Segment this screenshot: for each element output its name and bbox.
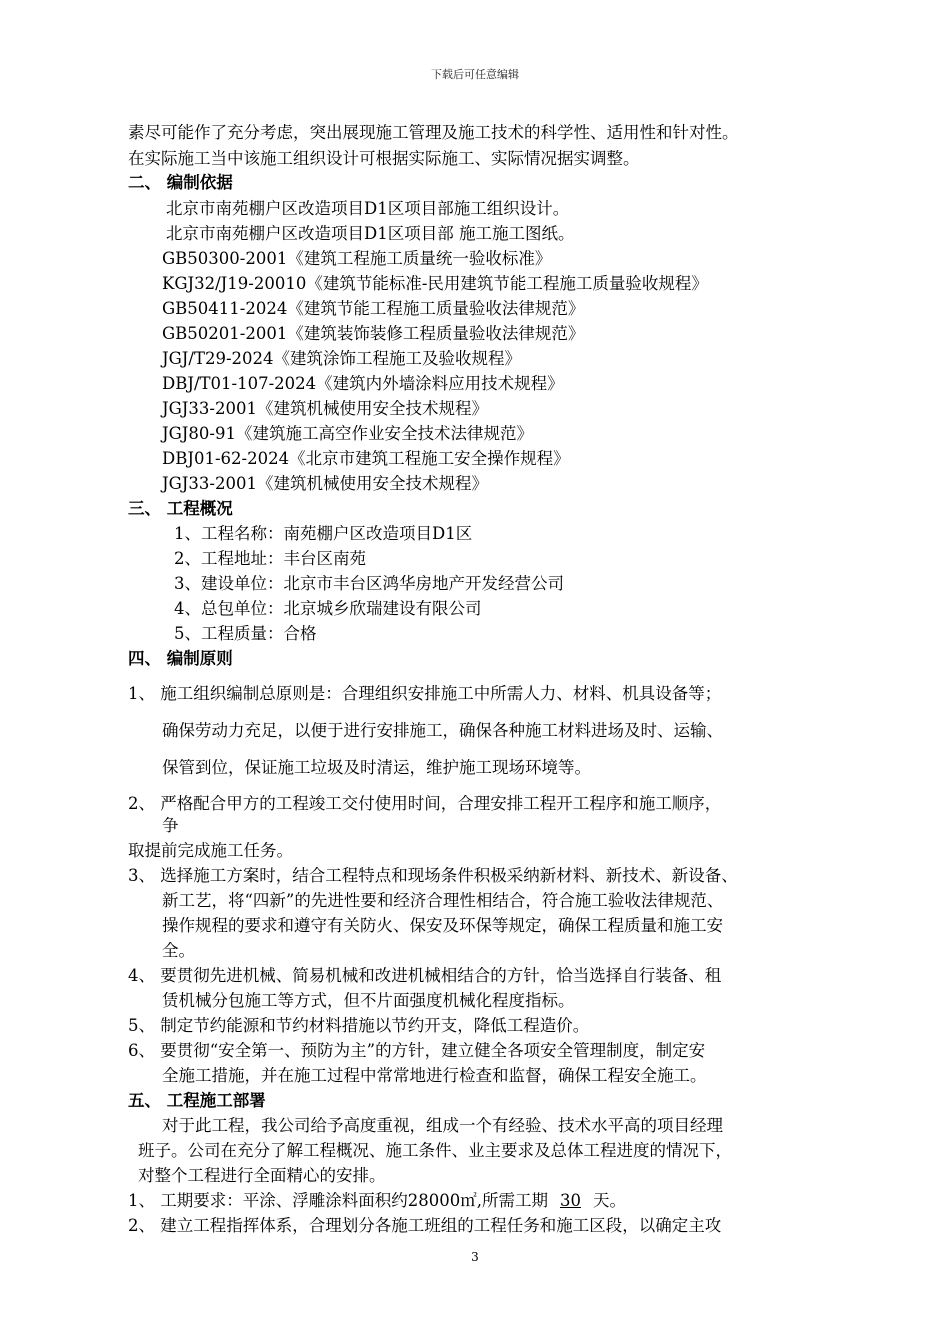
principle-line: 争 [162,816,179,835]
principle-line: 操作规程的要求和遵守有关防火、保安及环保等规定，确保工程质量和施工安 [162,916,723,935]
reference-item: JGJ33-2001《建筑机械使用安全技术规程》 [162,399,488,418]
reference-item: 北京市南苑棚户区改造项目D1区项目部施工组织设计。 [166,199,570,218]
deployment-line: 对于此工程，我公司给予高度重视，组成一个有经验、技术水平高的项目经理 [162,1116,723,1135]
section-heading: 四、 编制原则 [128,649,233,668]
section-heading: 二、 编制依据 [128,173,233,192]
reference-item: JGJ33-2001《建筑机械使用安全技术规程》 [162,474,488,493]
overview-item: 1、工程名称：南苑棚户区改造项目D1区 [174,524,473,543]
reference-item: JGJ80-91《建筑施工高空作业安全技术法律规范》 [162,424,533,443]
intro-line: 在实际施工当中该施工组织设计可根据实际施工、实际情况据实调整。 [128,149,640,168]
principle-line: 2、 严格配合甲方的工程竣工交付使用时间，合理安排工程开工程序和施工顺序， [128,794,722,813]
reference-item: DBJ/T01-107-2024《建筑内外墙涂料应用技术规程》 [162,374,564,393]
overview-item: 2、工程地址：丰台区南苑 [174,549,366,568]
reference-item: GB50411-2024《建筑节能工程施工质量验收法律规范》 [162,299,585,318]
overview-item: 5、工程质量：合格 [174,624,317,643]
principle-line: 赁机械分包施工等方式，但不片面强度机械化程度指标。 [162,991,575,1010]
reference-item: GB50300-2001《建筑工程施工质量统一验收标准》 [162,249,552,268]
principle-line: 4、 要贯彻先进机械、简易机械和改进机械相结合的方针，恰当选择自行装备、租 [128,966,722,985]
section-heading: 五、 工程施工部署 [128,1091,266,1110]
principle-line: 保管到位，保证施工垃圾及时清运，维护施工现场环境等。 [162,758,591,777]
reference-item: KGJ32/J19-20010《建筑节能标准-民用建筑节能工程施工质量验收规程》 [162,274,708,293]
deployment-line: 2、 建立工程指挥体系，合理划分各施工班组的工程任务和施工区段，以确定主攻 [128,1216,722,1235]
schedule-unit: 天。 [592,1191,626,1210]
deployment-line: 对整个工程进行全面精心的安排。 [138,1166,386,1185]
principle-line: 1、 施工组织编制总原则是：合理组织安排施工中所需人力、材料、机具设备等； [128,684,722,703]
schedule-days: 30 [559,1191,581,1210]
principle-line: 6、 要贯彻“安全第一、预防为主”的方针，建立健全各项安全管理制度，制定安 [128,1041,706,1060]
principle-line: 3、 选择施工方案时，结合工程特点和现场条件积极采纳新材料、新技术、新设备、 [128,866,738,885]
reference-item: GB50201-2001《建筑装饰装修工程质量验收法律规范》 [162,324,585,343]
deployment-line: 班子。公司在充分了解工程概况、施工条件、业主要求及总体工程进度的情况下， [138,1141,732,1160]
reference-item: 北京市南苑棚户区改造项目D1区项目部 施工施工图纸。 [166,224,575,243]
principle-line: 新工艺，将“四新”的先进性要和经济合理性相结合，符合施工验收法律规范、 [162,891,724,910]
reference-item: JGJ/T29-2024《建筑涂饰工程施工及验收规程》 [162,349,522,368]
principle-line: 确保劳动力充足，以便于进行安排施工，确保各种施工材料进场及时、运输、 [162,721,723,740]
section-heading: 三、 工程概况 [128,499,233,518]
principle-line: 全。 [162,941,195,960]
schedule-item [128,1190,626,1212]
intro-line: 素尽可能作了充分考虑，突出展现施工管理及施工技术的科学性、适用性和针对性。 [128,123,739,142]
page-header: 下载后可任意编辑 [431,68,519,81]
reference-item: DBJ01-62-2024《北京市建筑工程施工安全操作规程》 [162,449,570,468]
overview-item: 3、建设单位：北京市丰台区鸿华房地产开发经营公司 [174,574,564,593]
principle-line: 5、 制定节约能源和节约材料措施以节约开支，降低工程造价。 [128,1016,590,1035]
page-number: 3 [471,1250,479,1264]
principle-line: 全施工措施，并在施工过程中常常地进行检查和监督，确保工程安全施工。 [162,1066,707,1085]
principle-line: 取提前完成施工任务。 [128,841,293,860]
overview-item: 4、总包单位：北京城乡欣瑞建设有限公司 [174,599,482,618]
schedule-text: 1、 工期要求：平涂、浮雕涂料面积约28000㎡,所需工期 [128,1191,548,1210]
